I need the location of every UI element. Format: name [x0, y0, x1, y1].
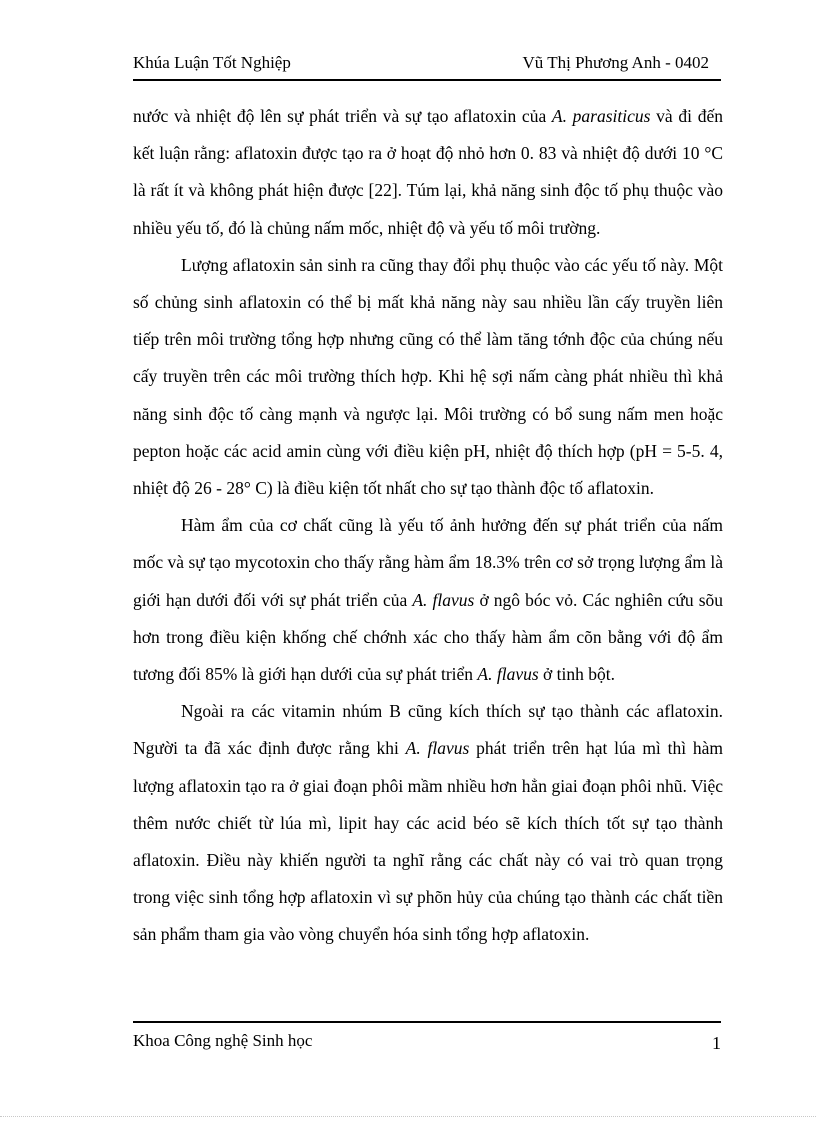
body-paragraph [133, 247, 723, 507]
paragraph-text: ở tinh bột. [538, 664, 616, 685]
body-paragraph [133, 507, 723, 693]
italic-species-name: A. parasiticus [551, 106, 651, 126]
body-paragraph [133, 693, 723, 953]
header-thesis-title: Khúa Luận Tốt Nghiệp [133, 53, 291, 72]
header-author: Vũ Thị Phương Anh - 0402 [522, 53, 709, 72]
italic-species-name: A. flavus [412, 589, 475, 610]
page-bottom-divider [0, 1116, 816, 1117]
italic-species-name: A. flavus [477, 664, 539, 685]
paragraph-text: Lượng aflatoxin sản sinh ra cũng thay đổi phụ thuộc vào các yếu tố này. Một số chủng sinh aflatoxin có thể bị mất khả năng này sau nhiều lần cấy truyền liên tiếp trên môi trường tổng hợp nhưng cũng có thể làm tăng tớnh độc của chúng nếu cấy truyền trên các môi trường thích hợp. Khi hệ sợi nấm càng phát nhiều thì khả năng sinh độc tố càng mạnh và ngược lại. Môi trường có bổ sung nấm men hoặc pepton hoặc các acid amin cùng với điều kiện pH, nhiệt độ thích hợp (pH = 5-5. 4, nhiệt độ 26 - 28° C) là điều kiện tốt nhất cho sự tạo thành độc tố aflatoxin. [133, 254, 723, 499]
paragraph-text: phát triển trên hạt lúa mì thì hàm lượng aflatoxin tạo ra ở giai đoạn phôi mầm nhiều hơn hẳn giai đoạn phôi nhũ. Việc thêm nước chiết từ lúa mì, lipit hay các acid béo sẽ kích thích tốt sự tạo thành aflatoxin. Điều này khiến người ta nghĩ rằng các chất này có vai trò quan trọng trong việc sinh tổng hợp aflatoxin vì sự phõn hủy của chúng tạo thành các chất tiền sản phẩm tham gia vào vòng chuyển hóa sinh tổng hợp aflatoxin. [133, 738, 723, 945]
page-number: 1 [712, 1033, 721, 1053]
paragraph-text: nước và nhiệt độ lên sự phát triển và sự tạo aflatoxin của [133, 106, 552, 126]
paragraph-text: Ngoài ra các vitamin nhúm B cũng kích thích sự tạo thành các aflatoxin. Người ta đã xác định được rằng khi [133, 701, 723, 759]
page-header [133, 53, 721, 81]
paragraph-text: ở ngô bóc vỏ. Các nghiên cứu sõu hơn trong điều kiện khống chế chớnh xác cho thấy hàm ẩm cõn bằng với độ ẩm tương đối 85% là giới hạn dưới của sự phát triển [133, 589, 723, 685]
footer-faculty: Khoa Công nghệ Sinh học [133, 1031, 313, 1050]
document-body [133, 98, 723, 954]
page-footer [133, 1021, 721, 1053]
italic-species-name: A. flavus [405, 738, 470, 759]
paragraph-text: và đi đến kết luận rằng: aflatoxin được tạo ra ở hoạt độ nhỏ hơn 0. 83 và nhiệt độ dưới 10 °C là rất ít và không phát hiện được [22]. Túm lại, khả năng sinh độc tố phụ thuộc vào nhiều yếu tố, đó là chủng nấm mốc, nhiệt độ và yếu tố môi trường. [133, 106, 723, 238]
paragraph-text: Hàm ẩm của cơ chất cũng là yếu tố ảnh hưởng đến sự phát triển của nấm mốc và sự tạo mycotoxin cho thấy rằng hàm ẩm 18.3% trên cơ sở trọng lượng ẩm là giới hạn dưới đối với sự phát triển của [133, 515, 723, 610]
body-paragraph [133, 98, 723, 247]
